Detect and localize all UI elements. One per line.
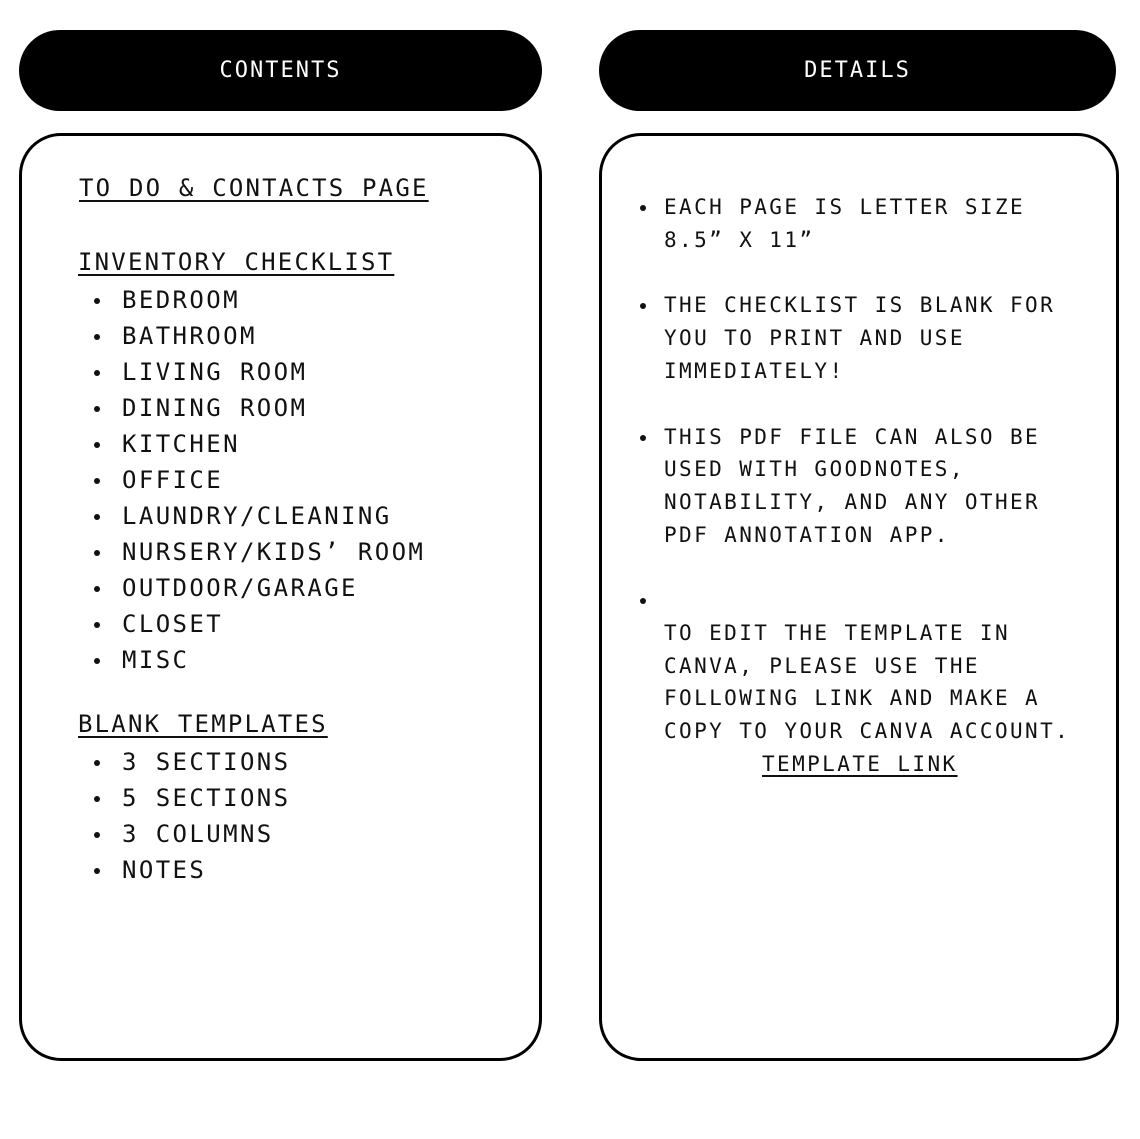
list-item: OUTDOOR/GARAGE [78, 570, 425, 606]
details-card [599, 133, 1119, 1061]
inventory-list [78, 282, 425, 678]
detail-item-page-size: EACH PAGE IS LETTER SIZE 8.5” X 11” [664, 191, 1114, 256]
list-item: NURSERY/KIDS’ ROOM [78, 534, 425, 570]
list-item: KITCHEN [78, 426, 425, 462]
blank-templates-heading: BLANK TEMPLATES [78, 710, 328, 738]
template-link[interactable]: TEMPLATE LINK [762, 751, 958, 776]
todo-contacts-heading: TO DO & CONTACTS PAGE [79, 174, 429, 202]
list-item: BATHROOM [78, 318, 425, 354]
list-item: MISC [78, 642, 425, 678]
detail-item-pdf-apps: THIS PDF FILE CAN ALSO BE USED WITH GOODNOTES, NOTABILITY, AND ANY OTHER PDF ANNOTATION APP. [664, 421, 1114, 552]
list-item: NOTES [78, 852, 291, 888]
details-header-label: DETAILS [804, 58, 911, 83]
details-list [664, 191, 1114, 813]
details-header [599, 30, 1116, 111]
list-item: 3 COLUMNS [78, 816, 291, 852]
templates-list [78, 744, 291, 888]
list-item: 3 SECTIONS [78, 744, 291, 780]
list-item: LIVING ROOM [78, 354, 425, 390]
list-item: LAUNDRY/CLEANING [78, 498, 425, 534]
list-item: 5 SECTIONS [78, 780, 291, 816]
inventory-checklist-heading: INVENTORY CHECKLIST [78, 248, 395, 276]
list-item: OFFICE [78, 462, 425, 498]
detail-item-blank-checklist: THE CHECKLIST IS BLANK FOR YOU TO PRINT AND USE IMMEDIATELY! [664, 289, 1114, 387]
detail-item-canva [664, 584, 1114, 813]
list-item: CLOSET [78, 606, 425, 642]
canva-instructions: TO EDIT THE TEMPLATE IN CANVA, PLEASE USE THE FOLLOWING LINK AND MAKE A COPY TO YOUR CANVA ACCOUNT. [664, 621, 1071, 744]
list-item: DINING ROOM [78, 390, 425, 426]
list-item: BEDROOM [78, 282, 425, 318]
contents-header [19, 30, 542, 111]
contents-card [19, 133, 542, 1061]
contents-header-label: CONTENTS [219, 58, 342, 83]
